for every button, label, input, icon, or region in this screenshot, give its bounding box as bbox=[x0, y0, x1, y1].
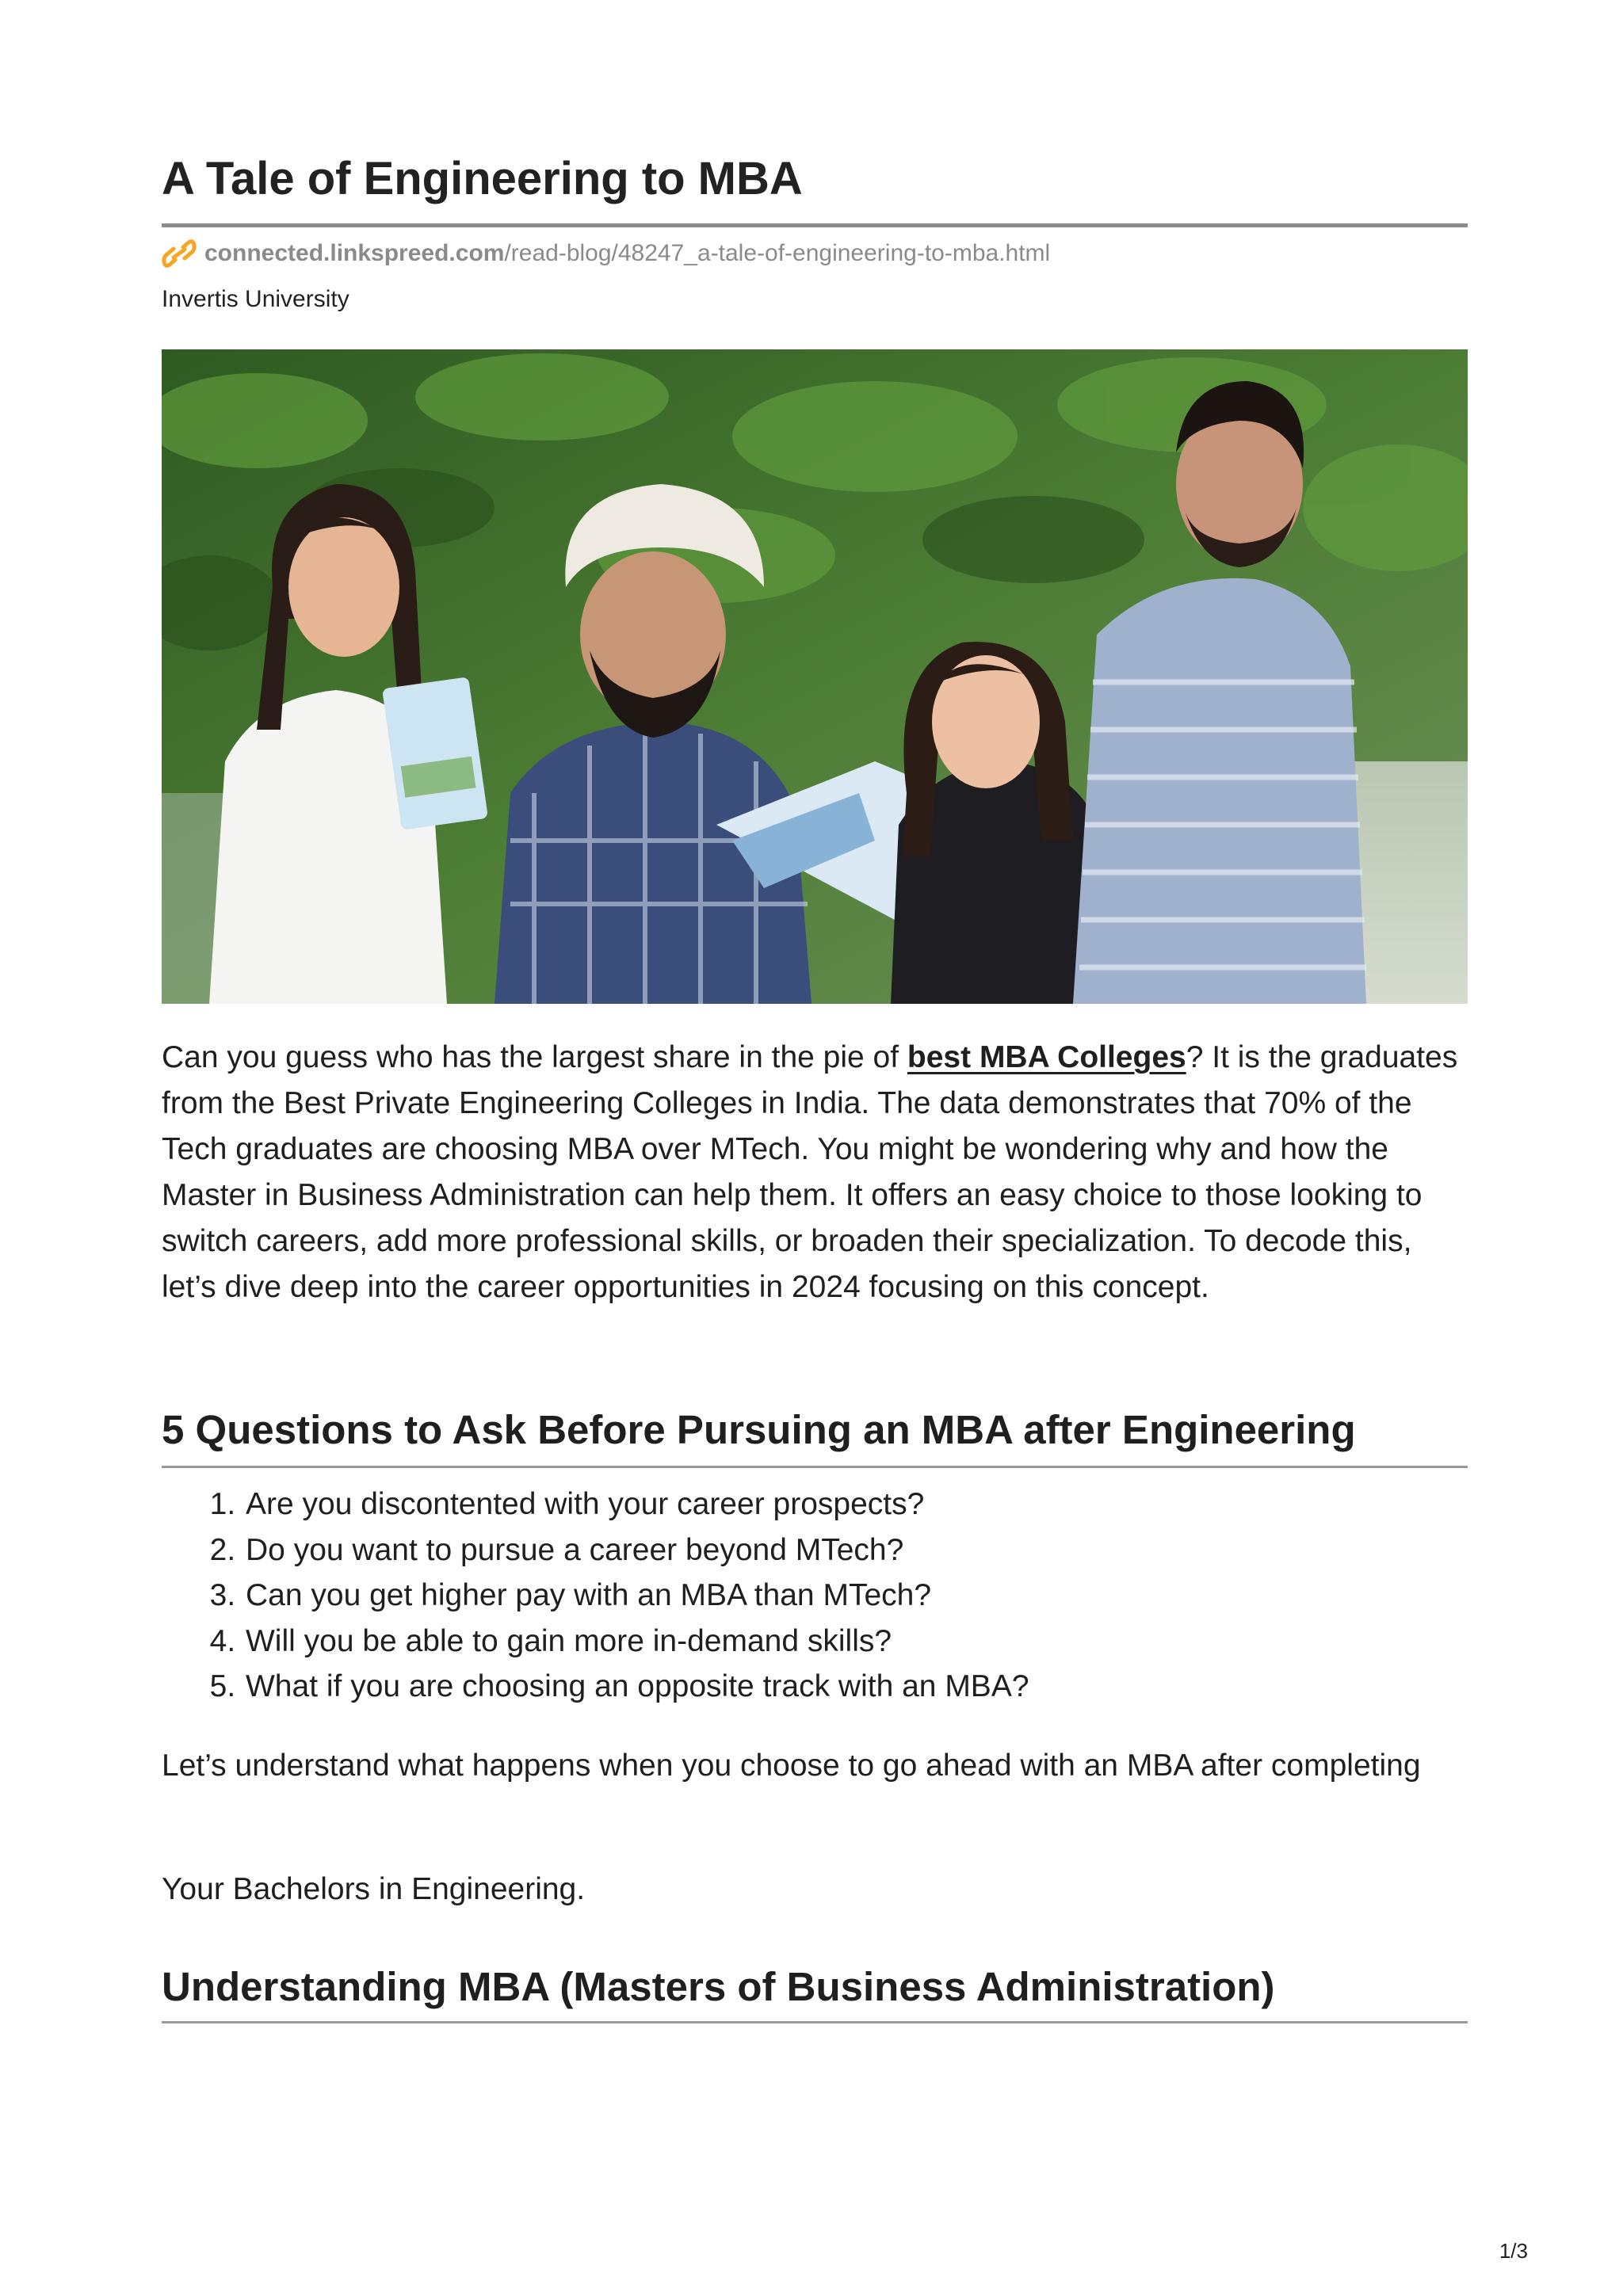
source-path[interactable]: /read-blog/48247_a-tale-of-engineering-to-mba.html bbox=[504, 240, 1051, 266]
hero-image bbox=[162, 349, 1468, 1004]
questions-list bbox=[162, 1482, 1029, 1710]
section-heading-understanding-mba: Understanding MBA (Masters of Business Administration) bbox=[162, 1964, 1275, 2009]
list-item: 1. Are you discontented with your career prospects? bbox=[244, 1482, 1029, 1527]
author-name: Invertis University bbox=[162, 286, 349, 312]
section-heading-questions: 5 Questions to Ask Before Pursuing an MBA after Engineering bbox=[162, 1407, 1356, 1452]
title-divider bbox=[162, 223, 1468, 227]
intro-paragraph bbox=[162, 1035, 1468, 1310]
section-divider bbox=[162, 2021, 1468, 2023]
section-divider bbox=[162, 1466, 1468, 1468]
paragraph-bachelors: Your Bachelors in Engineering. bbox=[162, 1872, 586, 1906]
list-item: 2. Do you want to pursue a career beyond MTech? bbox=[244, 1527, 1029, 1573]
page-title: A Tale of Engineering to MBA bbox=[162, 153, 803, 204]
source-url[interactable] bbox=[162, 236, 1050, 271]
paragraph-mba-after: Let’s understand what happens when you choose to go ahead with an MBA after completing bbox=[162, 1749, 1421, 1783]
best-mba-colleges-link[interactable]: best MBA Colleges bbox=[907, 1040, 1186, 1074]
intro-text-before-link: Can you guess who has the largest share in the pie of bbox=[162, 1040, 907, 1074]
list-item: 5. What if you are choosing an opposite track with an MBA? bbox=[244, 1664, 1029, 1710]
source-domain[interactable]: connected.linkspreed.com bbox=[204, 240, 505, 266]
list-item: 4. Will you be able to gain more in-demand skills? bbox=[244, 1619, 1029, 1665]
intro-text-after-link: ? It is the graduates from the Best Private Engineering Colleges in India. The data demonstrates that 70% of the Tech graduates are choosing MBA over MTech. You might be wondering why and how the Master in Business Administration can help them. It offers an easy choice to those looking to switch careers, add more professional skills, or broaden their specialization. To decode this, let’s dive deep into the career opportunities in 2024 focusing on this concept. bbox=[162, 1040, 1458, 1304]
list-item: 3. Can you get higher pay with an MBA than MTech? bbox=[244, 1573, 1029, 1619]
link-icon bbox=[162, 238, 197, 269]
page-number: 1/3 bbox=[1499, 2239, 1528, 2263]
